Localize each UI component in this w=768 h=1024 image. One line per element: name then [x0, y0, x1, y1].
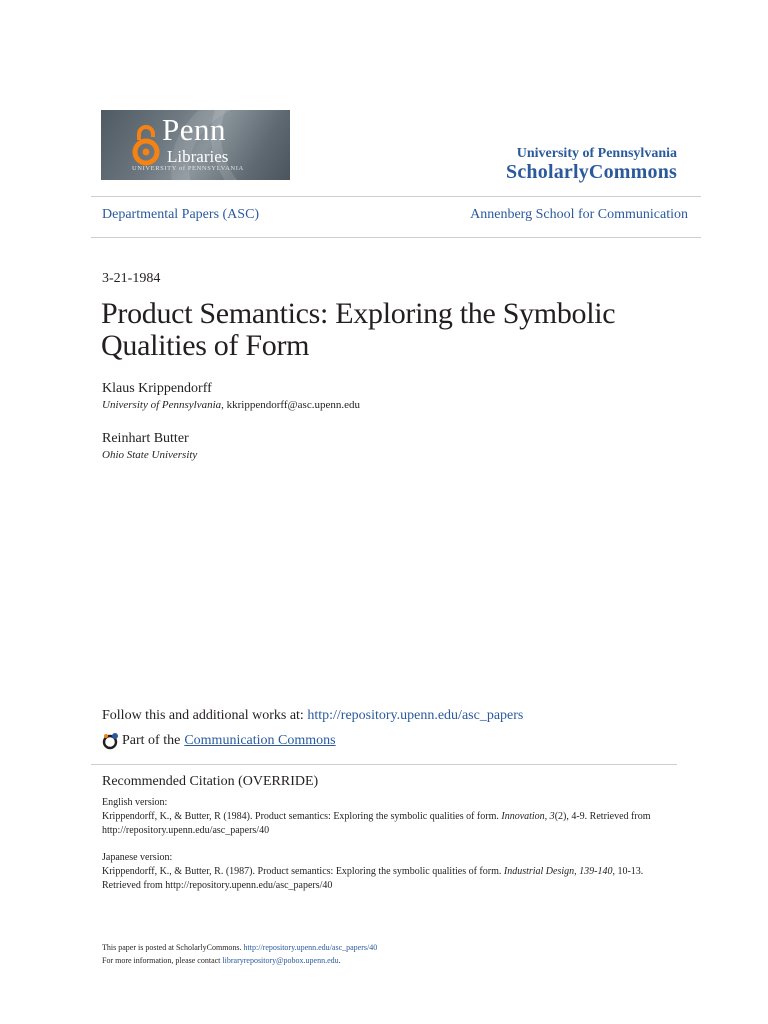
- logo-libraries-text: Libraries: [167, 147, 229, 166]
- citation-heading: Recommended Citation (OVERRIDE): [102, 774, 319, 789]
- affiliation-institution: University of Pennsylvania: [102, 399, 222, 411]
- repository-name: ScholarlyCommons: [506, 161, 677, 183]
- follow-line: [102, 708, 523, 724]
- author-block-2: [102, 431, 197, 461]
- english-citation: [102, 796, 672, 838]
- penn-libraries-logo: [101, 110, 290, 180]
- japanese-citation-part: , 10-13. Retrieved from http://repository.upenn.edu/asc_papers/40: [102, 866, 644, 891]
- repository-link[interactable]: http://repository.upenn.edu/asc_papers: [307, 708, 524, 723]
- paper-title: Product Semantics: Exploring the Symbolic Qualities of Form: [101, 297, 616, 362]
- contact-end: .: [338, 956, 341, 965]
- follow-text: Follow this and additional works at:: [102, 708, 308, 723]
- contact-text: For more information, please contact: [102, 956, 223, 965]
- japanese-label: Japanese version:: [102, 852, 173, 863]
- japanese-citation-text: [102, 865, 672, 893]
- part-of-line: [102, 732, 336, 750]
- part-of-text: Part of the: [122, 733, 181, 748]
- communication-commons-link[interactable]: Communication Commons: [184, 733, 336, 748]
- open-access-lock-icon: [131, 124, 161, 168]
- author-block-1: [102, 381, 360, 411]
- network-commons-icon: [102, 732, 120, 750]
- affiliation-institution: Ohio State University: [102, 449, 198, 461]
- annenberg-school-link[interactable]: Annenberg School for Communication: [470, 207, 688, 222]
- posted-line: [102, 941, 377, 954]
- logo-university-text: UNIVERSITY of PENNSYLVANIA: [132, 165, 244, 172]
- author-name: Reinhart Butter: [102, 431, 189, 446]
- author-affiliation: [102, 399, 360, 411]
- english-journal: Innovation, 3: [501, 811, 555, 822]
- contact-line: [102, 954, 377, 967]
- university-name: University of Pennsylvania: [516, 146, 677, 161]
- departmental-papers-link[interactable]: Departmental Papers (ASC): [102, 207, 260, 222]
- japanese-journal: Industrial Design, 139-140: [503, 866, 613, 877]
- logo-penn-text: Penn: [162, 112, 226, 147]
- nav-divider: [91, 237, 701, 238]
- publication-date: 3-21-1984: [102, 271, 161, 286]
- author-email: , kkrippendorff@asc.upenn.edu: [221, 399, 360, 411]
- header-divider: [91, 196, 701, 197]
- japanese-citation: [102, 851, 672, 893]
- english-citation-text: [102, 810, 672, 838]
- english-citation-part: Krippendorff, K., & Butter, R (1984). Product semantics: Exploring the symbolic qualities of form.: [102, 811, 502, 822]
- contact-email-link[interactable]: libraryrepository@pobox.upenn.edu: [222, 956, 339, 965]
- posted-text: This paper is posted at ScholarlyCommons.: [102, 943, 244, 952]
- english-citation-part: (2), 4-9. Retrieved from http://repository.upenn.edu/asc_papers/40: [102, 811, 651, 836]
- footer: [102, 941, 377, 967]
- japanese-citation-part: Krippendorff, K., & Butter, R. (1987). Product semantics: Exploring the symbolic qualities of form.: [102, 866, 504, 877]
- author-affiliation: [102, 449, 197, 461]
- english-label: English version:: [102, 797, 168, 808]
- citation-divider: [91, 764, 677, 765]
- author-name: Klaus Krippendorff: [102, 381, 212, 396]
- paper-permalink[interactable]: http://repository.upenn.edu/asc_papers/40: [243, 943, 378, 952]
